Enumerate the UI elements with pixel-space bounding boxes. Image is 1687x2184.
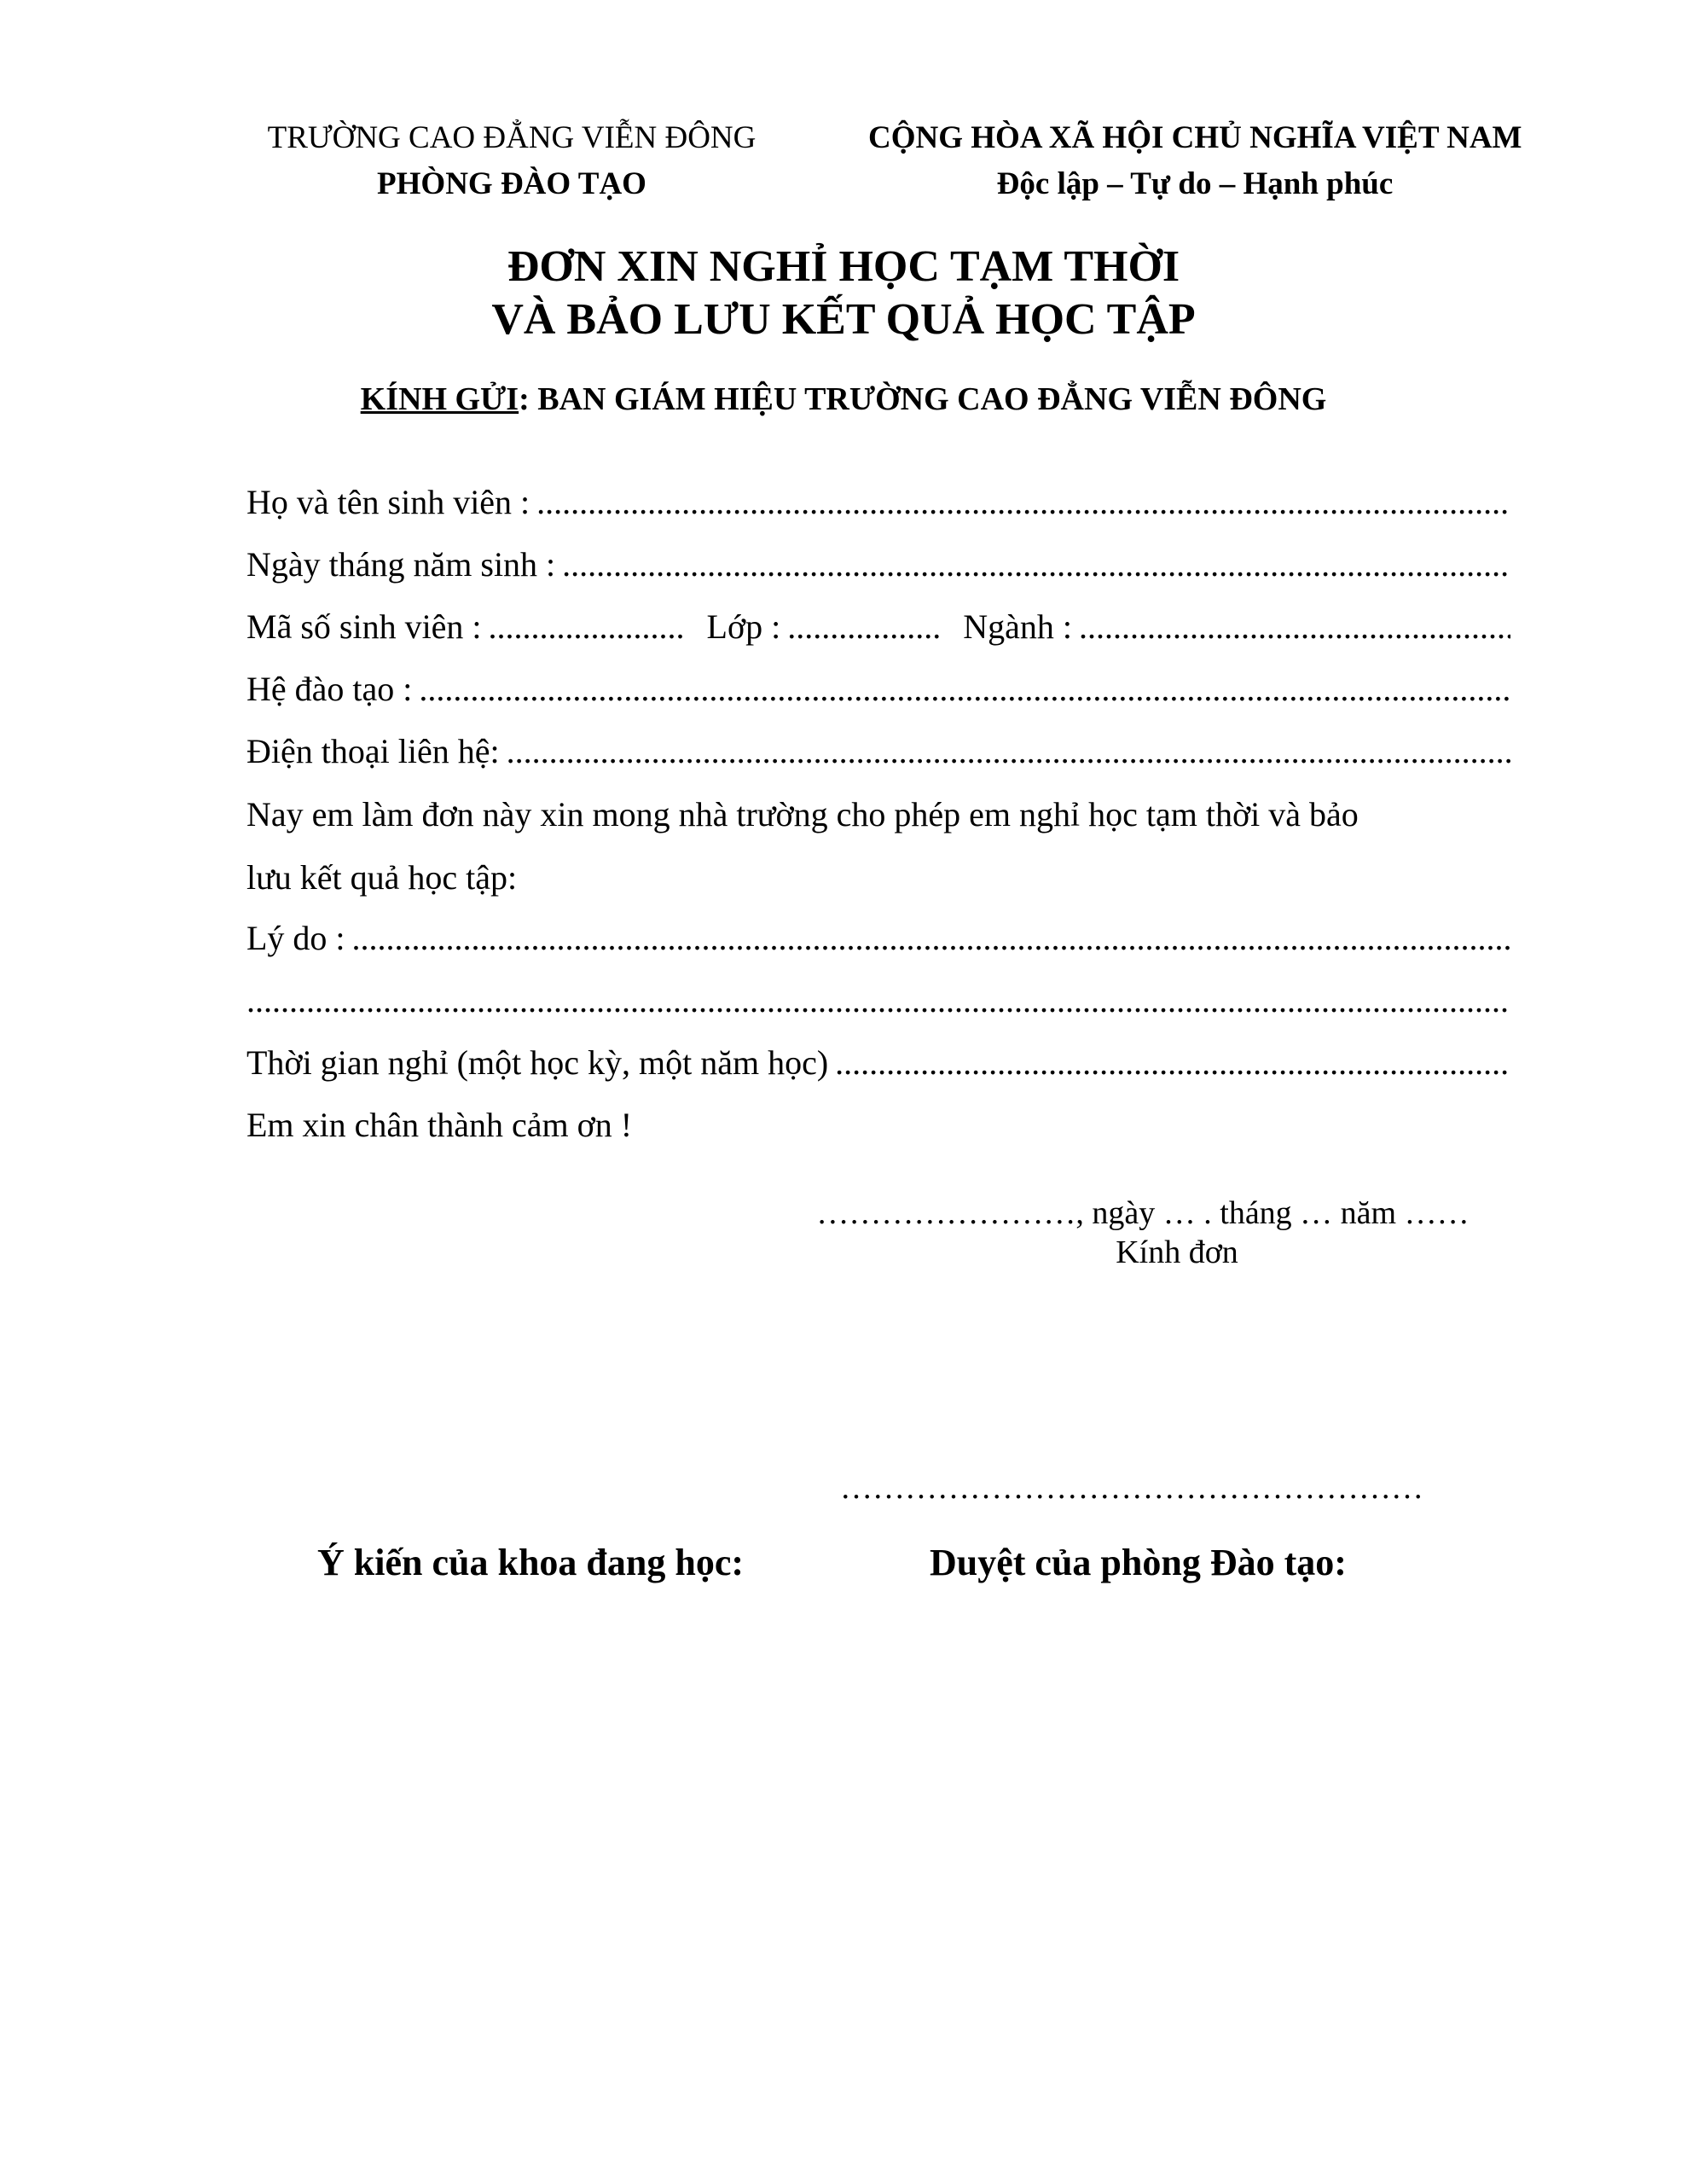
recipient-colon: : <box>519 381 530 417</box>
national-motto: Độc lập – Tự do – Hạnh phúc <box>996 166 1394 201</box>
closing-text: Kính đơn <box>1116 1234 1238 1270</box>
training-office-approval-heading: Duyệt của phòng Đào tạo: <box>930 1542 1347 1583</box>
full-name-blank[interactable] <box>536 482 1510 522</box>
department-name: PHÒNG ĐÀO TẠO <box>377 166 646 201</box>
faculty-opinion-heading: Ý kiến của khoa đang học: <box>317 1542 745 1583</box>
recipient-line <box>0 380 1687 418</box>
class-label: Lớp : <box>706 607 781 646</box>
duration-field[interactable] <box>246 1043 1510 1085</box>
student-id-blank[interactable] <box>489 607 683 647</box>
recipient-text: BAN GIÁM HIỆU TRƯỜNG CAO ĐẲNG VIỄN ĐÔNG <box>529 381 1327 417</box>
reason-blank[interactable] <box>352 918 1510 958</box>
student-info-row <box>246 607 1510 649</box>
reason-continuation-field[interactable] <box>246 980 1510 1023</box>
dob-label: Ngày tháng năm sinh : <box>246 545 556 584</box>
reason-field[interactable] <box>246 918 1510 961</box>
thanks-text: Em xin chân thành cảm ơn ! <box>246 1106 633 1144</box>
document-title-line2: VÀ BẢO LƯU KẾT QUẢ HỌC TẬP <box>491 295 1196 344</box>
training-system-blank[interactable] <box>419 669 1510 709</box>
signature-line: ……………………………………………… <box>840 1470 1423 1506</box>
dob-field[interactable] <box>246 544 1510 587</box>
national-title: CỘNG HÒA XÃ HỘI CHỦ NGHĨA VIỆT NAM <box>868 120 1522 155</box>
date-line: ……………………, ngày … . tháng … năm …… <box>816 1195 1470 1231</box>
student-id-label: Mã số sinh viên : <box>246 607 482 646</box>
phone-blank[interactable] <box>507 731 1510 771</box>
training-system-field[interactable] <box>246 669 1510 712</box>
request-line-2: lưu kết quả học tập: <box>246 858 518 897</box>
dob-blank[interactable] <box>562 544 1510 584</box>
duration-label: Thời gian nghỉ (một học kỳ, một năm học) <box>246 1043 829 1082</box>
class-blank[interactable] <box>787 607 939 647</box>
full-name-field[interactable] <box>246 482 1510 525</box>
full-name-label: Họ và tên sinh viên : <box>246 483 530 521</box>
reason-continuation-blank[interactable] <box>246 980 1510 1020</box>
duration-blank[interactable] <box>835 1043 1510 1083</box>
school-name: TRƯỜNG CAO ĐẲNG VIỄN ĐÔNG <box>267 120 757 155</box>
recipient-prefix: KÍNH GỬI <box>360 381 519 417</box>
reason-label: Lý do : <box>246 919 345 957</box>
phone-label: Điện thoại liên hệ: <box>246 732 500 770</box>
major-label: Ngành : <box>963 607 1073 646</box>
phone-field[interactable] <box>246 731 1510 774</box>
training-system-label: Hệ đào tạo : <box>246 670 413 708</box>
document-title-line1: ĐƠN XIN NGHỈ HỌC TẠM THỜI <box>507 242 1180 291</box>
major-blank[interactable] <box>1079 607 1510 647</box>
request-line-1: Nay em làm đơn này xin mong nhà trường cho phép em nghỉ học tạm thời và bảo <box>246 795 1359 834</box>
